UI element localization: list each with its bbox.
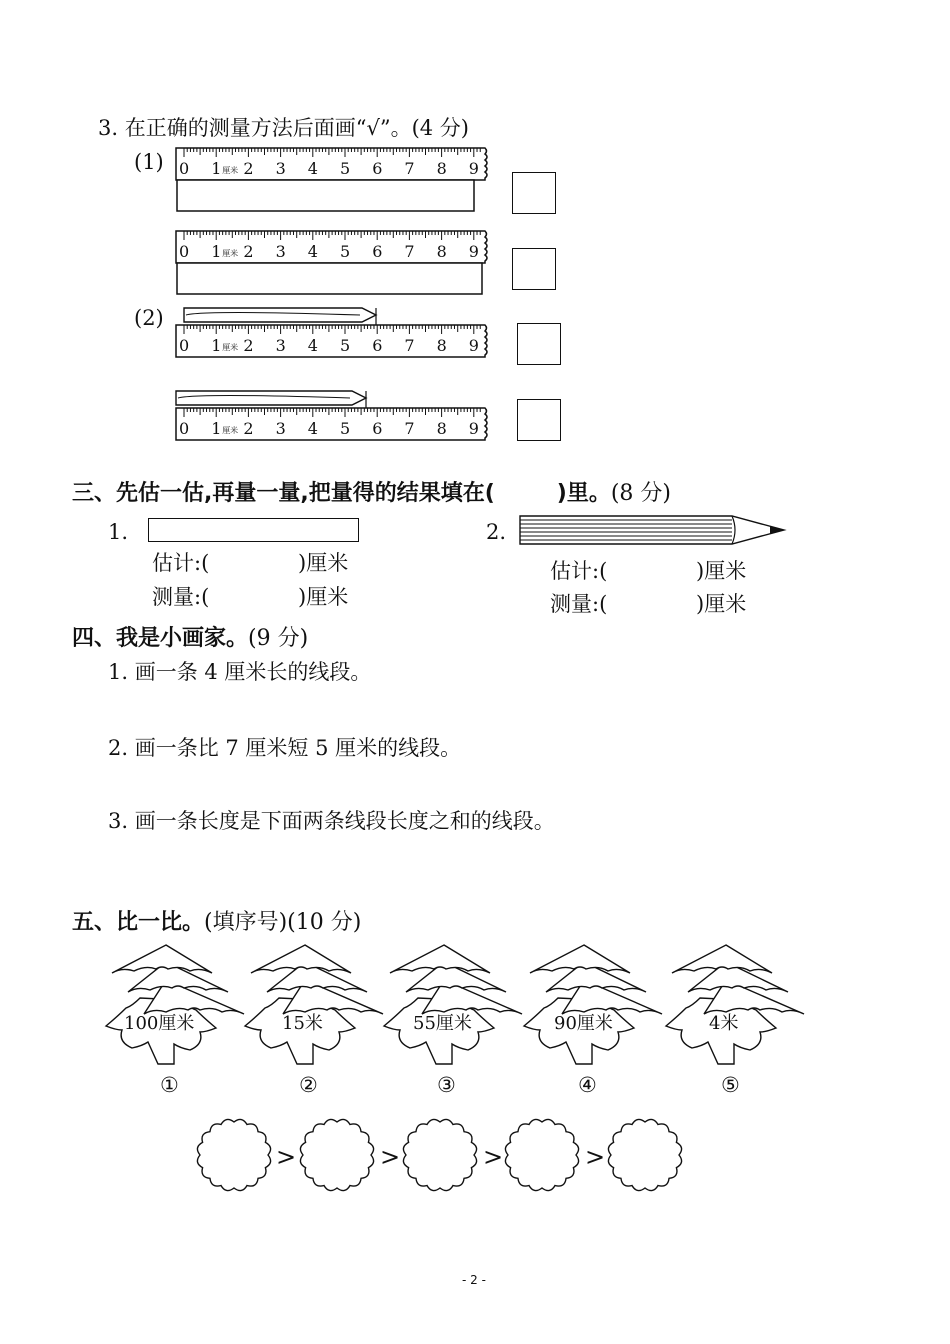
ruler-number-0: 0 [179, 159, 190, 178]
ruler-number-8: 8 [436, 419, 447, 438]
ruler-number-3: 3 [275, 336, 286, 355]
ruler-number-0: 0 [179, 242, 190, 261]
ruler-number-2: 2 [243, 419, 254, 438]
ruler-number-5: 5 [340, 159, 351, 178]
tree-3-label: 55厘米 [413, 1013, 472, 1034]
ruler-number-5: 5 [340, 242, 351, 261]
compare-sign-2: > [380, 1143, 401, 1171]
ruler-unit: 厘米 [222, 166, 239, 175]
tree-5-label: 4米 [709, 1013, 739, 1034]
ruler-number-6: 6 [372, 159, 383, 178]
sec3-title: 三、先估一估,再量一量,把量得的结果填在( [72, 481, 495, 506]
sec3-item2-estimate-label: 估计:( [550, 559, 608, 583]
sec4-item-1: 1. 画一条 4 厘米长的线段。 [108, 660, 372, 684]
tree-3-number: ③ [437, 1073, 456, 1097]
sec5-score: (填序号)(10 分) [204, 910, 362, 935]
tree-1-number: ① [160, 1073, 179, 1097]
sec3-item1-number: 1. [108, 520, 129, 544]
sec4-title: 四、我是小画家。 [72, 626, 249, 651]
sec4-item-3: 3. 画一条长度是下面两条线段长度之和的线段。 [108, 809, 555, 833]
sec3-pencil [520, 516, 784, 544]
ruler-number-9: 9 [468, 159, 479, 178]
sec3-title-end: )里。 [556, 481, 611, 506]
tree-3-icon [384, 945, 522, 1064]
sec3-item1-measure-label: 测量:( [152, 585, 210, 609]
tree-4-label: 90厘米 [554, 1013, 613, 1034]
ruler-number-4: 4 [307, 159, 318, 178]
tree-1-label: 100厘米 [124, 1013, 195, 1034]
ruler-number-2: 2 [243, 336, 254, 355]
ruler-number-6: 6 [372, 242, 383, 261]
sec5-header [72, 912, 361, 934]
tree-2-icon [245, 945, 383, 1064]
page-number: - 2 - [462, 1273, 486, 1287]
sec3-item2-estimate-unit: )厘米 [696, 559, 747, 583]
ruler-unit: 厘米 [222, 343, 239, 352]
tree-5-icon [666, 945, 804, 1064]
q3-stick-2 [176, 391, 366, 405]
ruler-2 [176, 231, 487, 263]
ruler-number-2: 2 [243, 242, 254, 261]
ruler-number-8: 8 [436, 336, 447, 355]
ruler-number-1: 1 [211, 159, 222, 178]
answer-circle-2 [300, 1119, 373, 1190]
ruler-number-5: 5 [340, 419, 351, 438]
sec3-header [72, 483, 671, 505]
ruler-number-1: 1 [211, 336, 222, 355]
ruler-number-1: 1 [211, 419, 222, 438]
ruler-number-0: 0 [179, 419, 190, 438]
compare-sign-1: > [276, 1143, 297, 1171]
ruler-number-1: 1 [211, 242, 222, 261]
sec3-item1-bar [148, 518, 359, 542]
tree-4-number: ④ [578, 1073, 597, 1097]
ruler-number-0: 0 [179, 336, 190, 355]
ruler-number-7: 7 [404, 336, 415, 355]
ruler-number-3: 3 [275, 242, 286, 261]
answer-circle-3 [403, 1119, 476, 1190]
answer-circle-5 [608, 1119, 681, 1190]
q3-answer-box-4[interactable] [517, 399, 561, 441]
ruler-number-6: 6 [372, 336, 383, 355]
sec3-pencil-tip [770, 526, 784, 534]
sec3-item1-measure-unit: )厘米 [298, 585, 349, 609]
ruler-number-4: 4 [307, 242, 318, 261]
ruler-number-4: 4 [307, 419, 318, 438]
tree-2-label: 15米 [282, 1013, 323, 1034]
compare-sign-3: > [483, 1143, 504, 1171]
answer-circle-1 [197, 1119, 270, 1190]
ruler-number-3: 3 [275, 159, 286, 178]
answer-circle-4 [505, 1119, 578, 1190]
ruler-number-9: 9 [468, 336, 479, 355]
q3-stick-1 [184, 308, 376, 322]
sec3-item1-estimate-unit: )厘米 [298, 551, 349, 575]
tree-1-icon [106, 945, 244, 1064]
q3-answer-box-2[interactable] [512, 248, 556, 290]
ruler-number-3: 3 [275, 419, 286, 438]
ruler-number-5: 5 [340, 336, 351, 355]
ruler-number-7: 7 [404, 242, 415, 261]
sec3-score: (8 分) [610, 481, 672, 506]
ruler-number-9: 9 [468, 242, 479, 261]
ruler-number-8: 8 [436, 159, 447, 178]
ruler-number-2: 2 [243, 159, 254, 178]
q3-answer-box-3[interactable] [517, 323, 561, 365]
ruler-unit: 厘米 [222, 426, 239, 435]
q3-answer-box-1[interactable] [512, 172, 556, 214]
ruler-number-4: 4 [307, 336, 318, 355]
tree-4-icon [524, 945, 662, 1064]
ruler-number-7: 7 [404, 159, 415, 178]
ruler-1 [176, 148, 487, 180]
ruler-number-8: 8 [436, 242, 447, 261]
ruler-unit: 厘米 [222, 249, 239, 258]
q3-strip-2 [177, 263, 482, 294]
q3-title: 3. 在正确的测量方法后面画“√”。(4 分) [98, 116, 469, 140]
sec4-header [72, 628, 308, 650]
compare-sign-4: > [585, 1143, 606, 1171]
q3-strip-1 [177, 180, 474, 211]
ruler-4 [176, 408, 487, 440]
q3-part1-label: (1) [134, 150, 164, 174]
sec3-item1-estimate-label: 估计:( [152, 551, 210, 575]
tree-5-number: ⑤ [721, 1073, 740, 1097]
sec4-score: (9 分) [248, 626, 309, 651]
sec3-item2-measure-label: 测量:( [550, 592, 608, 616]
ruler-number-7: 7 [404, 419, 415, 438]
sec4-item-2: 2. 画一条比 7 厘米短 5 厘米的线段。 [108, 736, 462, 760]
ruler-3 [176, 325, 487, 357]
sec5-title: 五、比一比。 [72, 910, 205, 935]
q3-part2-label: (2) [134, 306, 164, 330]
sec3-item2-number: 2. [486, 520, 507, 544]
ruler-number-9: 9 [468, 419, 479, 438]
tree-2-number: ② [299, 1073, 318, 1097]
ruler-number-6: 6 [372, 419, 383, 438]
sec3-item2-measure-unit: )厘米 [696, 592, 747, 616]
